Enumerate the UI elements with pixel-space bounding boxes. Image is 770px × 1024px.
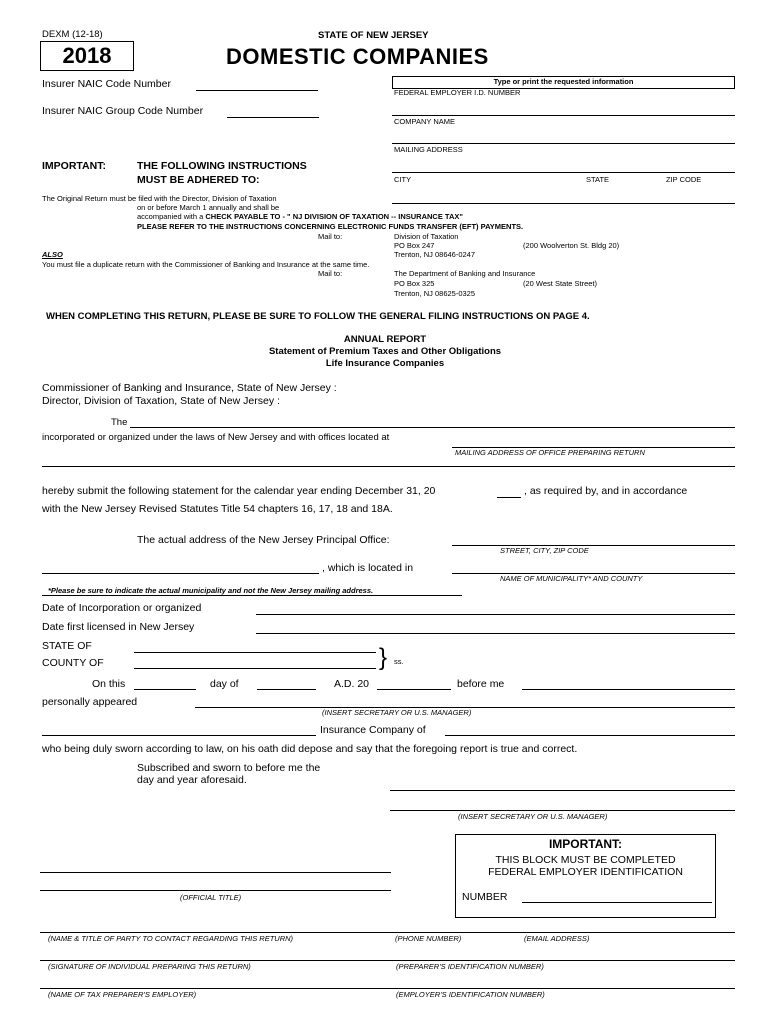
fein-important-title: IMPORTANT:: [548, 837, 623, 851]
extra-line[interactable]: [392, 203, 735, 204]
mail-to-2: Mail to:: [318, 269, 343, 278]
before-me-field[interactable]: [522, 689, 735, 690]
subscribed-line2: day and year aforesaid.: [137, 774, 247, 786]
preparer-id-caption: (PREPARER'S IDENTIFICATION NUMBER): [396, 962, 544, 971]
ad20-label: A.D. 20: [334, 678, 370, 690]
mail-to-1: Mail to:: [318, 232, 343, 241]
county-of-label: COUNTY OF: [42, 657, 104, 669]
also-label: ALSO: [42, 250, 63, 259]
company-name-field[interactable]: [392, 115, 735, 116]
naic-group-field[interactable]: [227, 117, 319, 118]
date-incorporation-label: Date of Incorporation or organized: [42, 602, 202, 614]
addr1-line2b: (200 Woolverton St. Bldg 20): [523, 241, 620, 250]
state-of-field[interactable]: [134, 652, 376, 653]
sworn-text: who being duly sworn according to law, on his oath did depose and say that the foregoing report is true and correct.: [42, 743, 578, 755]
day-of-label: day of: [210, 678, 239, 690]
addr2-line2b: (20 West State Street): [523, 279, 598, 288]
county-of-field[interactable]: [134, 668, 376, 669]
instructions-line1: THE FOLLOWING INSTRUCTIONS: [137, 160, 307, 172]
the-label: The: [111, 417, 128, 428]
insert-secretary-caption: (INSERT SECRETARY OR U.S. MANAGER): [322, 708, 472, 717]
city-state-zip-field[interactable]: [392, 172, 735, 173]
director-line: Director, Division of Taxation, State of New Jersey :: [42, 395, 280, 407]
date-licensed-label: Date first licensed in New Jersey: [42, 621, 195, 633]
addr2-line1: The Department of Banking and Insurance: [394, 269, 536, 278]
email-caption: (EMAIL ADDRESS): [524, 934, 590, 943]
signature-line-2[interactable]: [390, 810, 735, 811]
company-name-line[interactable]: [130, 427, 735, 428]
ad-year-field[interactable]: [377, 689, 451, 690]
street-caption: STREET, CITY, ZIP CODE: [500, 546, 589, 555]
commissioner-line: Commissioner of Banking and Insurance, State of New Jersey :: [42, 382, 337, 394]
personally-appeared-label: personally appeared: [42, 696, 138, 708]
fein-number-field[interactable]: [522, 902, 712, 903]
addr1-line1: Division of Taxation: [394, 232, 459, 241]
form-code: DEXM (12-18): [42, 29, 103, 40]
street-field[interactable]: [452, 545, 735, 546]
signature-caption: (SIGNATURE OF INDIVIDUAL PREPARING THIS RETURN): [48, 962, 251, 971]
fein-number-label: NUMBER: [462, 891, 508, 903]
naic-code-field[interactable]: [196, 90, 318, 91]
state-of-label: STATE OF: [42, 640, 92, 652]
mailing-office-caption: MAILING ADDRESS OF OFFICE PREPARING RETURN: [455, 448, 645, 457]
municipality-note: *Please be sure to indicate the actual municipality and not the New Jersey mailing address.: [48, 586, 374, 595]
insert-secretary-caption-2: (INSERT SECRETARY OR U.S. MANAGER): [458, 812, 608, 821]
naic-code-label: Insurer NAIC Code Number: [42, 78, 171, 90]
fein-label: FEDERAL EMPLOYER I.D. NUMBER: [394, 88, 521, 97]
addr2-line3: Trenton, NJ 08625-0325: [394, 289, 476, 298]
company-name-label: COMPANY NAME: [394, 117, 455, 126]
type-print-label: Type or print the requested information: [493, 77, 634, 86]
insurance-company-name-field[interactable]: [42, 735, 316, 736]
mailing-address-label: MAILING ADDRESS: [394, 145, 463, 154]
employer-line[interactable]: [40, 988, 735, 989]
contact-line[interactable]: [40, 932, 735, 933]
filing-line4: PLEASE REFER TO THE INSTRUCTIONS CONCERNING ELECTRONIC FUNDS TRANSFER (EFT) PAYMENTS.: [137, 222, 524, 231]
incorporated-text: incorporated or organized under the laws of New Jersey and with offices located at: [42, 432, 390, 443]
addr1-line2: PO Box 247: [394, 241, 435, 250]
before-me-label: before me: [457, 678, 505, 690]
date-incorporation-field[interactable]: [256, 614, 735, 615]
subscribed-line1: Subscribed and sworn to before me the: [137, 762, 321, 774]
date-licensed-field[interactable]: [256, 633, 735, 634]
state-heading: STATE OF NEW JERSEY: [318, 30, 429, 41]
filing-line3: accompanied with a CHECK PAYABLE TO - " NJ DIVISION OF TAXATION -- INSURANCE TAX": [137, 212, 463, 221]
signature-line-1[interactable]: [390, 790, 735, 791]
insurance-company-of-label: Insurance Company of: [320, 724, 426, 736]
addr2-line2: PO Box 325: [394, 279, 435, 288]
report-subtitle2: Life Insurance Companies: [325, 358, 445, 369]
year: 2018: [62, 43, 112, 68]
as-required-text: , as required by, and in accordance: [524, 485, 688, 497]
hereby-text: hereby submit the following statement for the calendar year ending December 31, 20: [42, 485, 436, 497]
naic-group-label: Insurer NAIC Group Code Number: [42, 105, 204, 117]
employer-id-caption: (EMPLOYER'S IDENTIFICATION NUMBER): [396, 990, 545, 999]
preparer-line[interactable]: [40, 960, 735, 961]
fein-important-line2: FEDERAL EMPLOYER IDENTIFICATION: [488, 866, 683, 878]
address-continuation-line[interactable]: [42, 466, 735, 467]
filing-line1: The Original Return must be filed with the Director, Division of Taxation: [42, 194, 277, 203]
statutes-text: with the New Jersey Revised Statutes Title 54 chapters 16, 17, 18 and 18A.: [42, 503, 393, 515]
actual-address-text: The actual address of the New Jersey Principal Office:: [137, 534, 390, 546]
official-signature-line[interactable]: [40, 872, 391, 873]
municipality-caption: NAME OF MUNICIPALITY* AND COUNTY: [500, 574, 643, 583]
day-field[interactable]: [134, 689, 196, 690]
official-title-caption: (OFFICIAL TITLE): [180, 893, 242, 902]
contact-caption: (NAME & TITLE OF PARTY TO CONTACT REGARDING THIS RETURN): [48, 934, 294, 943]
page-title: DOMESTIC COMPANIES: [226, 44, 489, 69]
addr1-line3: Trenton, NJ 08646-0247: [394, 250, 476, 259]
which-located-text: , which is located in: [322, 562, 414, 574]
general-instructions-notice: WHEN COMPLETING THIS RETURN, PLEASE BE SURE TO FOLLOW THE GENERAL FILING INSTRUCTIONS ON PAGE 4.: [46, 311, 590, 322]
also-text: You must file a duplicate return with the Commissioner of Banking and Insurance at the same time.: [42, 260, 370, 269]
address-line[interactable]: [42, 573, 319, 574]
brace-icon: }: [379, 644, 388, 671]
report-subtitle: Statement of Premium Taxes and Other Obligations: [268, 346, 502, 357]
ss-label: ss.: [394, 657, 404, 666]
report-title: ANNUAL REPORT: [343, 334, 427, 345]
instructions-line2: MUST BE ADHERED TO:: [137, 174, 260, 186]
month-field[interactable]: [257, 689, 316, 690]
city-label: CITY: [394, 175, 412, 184]
zip-label: ZIP CODE: [666, 175, 702, 184]
fein-important-line1: THIS BLOCK MUST BE COMPLETED: [495, 854, 676, 866]
phone-caption: (PHONE NUMBER): [395, 934, 462, 943]
filing-line2: on or before March 1 annually and shall be: [137, 203, 280, 212]
employer-caption: (NAME OF TAX PREPARER'S EMPLOYER): [48, 990, 197, 999]
on-this-label: On this: [92, 678, 126, 690]
mailing-address-field[interactable]: [392, 143, 735, 144]
state-label: STATE: [586, 175, 610, 184]
insurance-company-of-field[interactable]: [445, 735, 735, 736]
important-label: IMPORTANT:: [42, 160, 106, 172]
official-title-line[interactable]: [40, 890, 391, 891]
note-underline: [42, 595, 462, 596]
year-field[interactable]: [497, 497, 521, 498]
